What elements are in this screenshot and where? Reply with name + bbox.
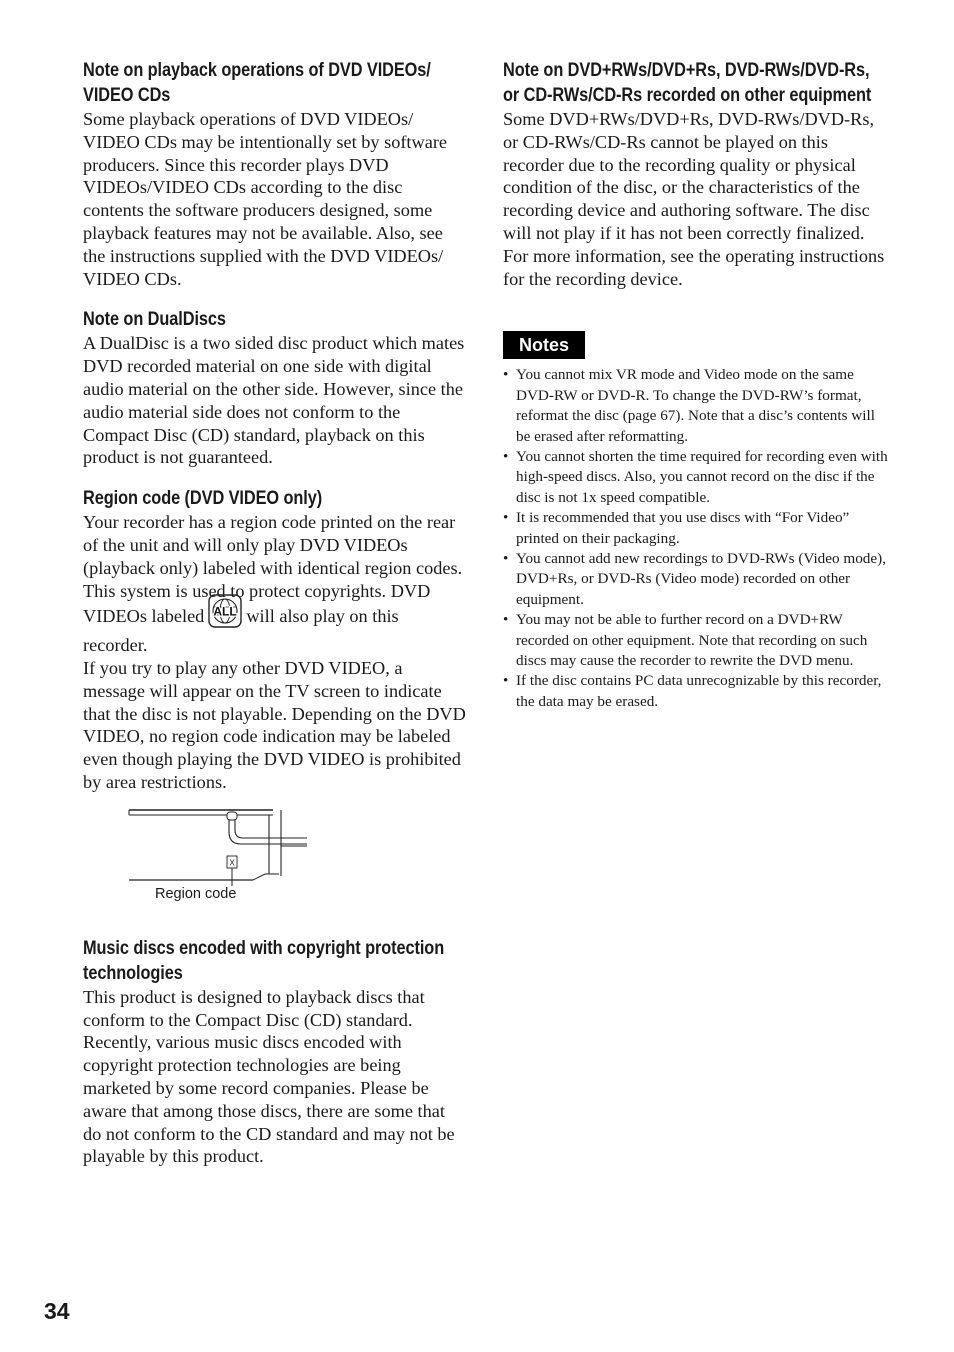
section-body: Some DVD+RWs/DVD+Rs, DVD-RWs/DVD-Rs, or CD-RWs/CD-Rs cannot be played on this recorder due to the recording quality or physical condition of the disc, or the characteristics of the recording device and authoring software. The disc will not play if it has not been correctly finalized. For more information, see the operating instructions for the recording device. <box>503 109 885 289</box>
notes-list <box>503 365 889 712</box>
bullet: • <box>503 550 509 568</box>
recorder-rear-illustration <box>123 808 363 898</box>
section-heading: Note on DVD+RWs/DVD+Rs, DVD-RWs/DVD-Rs, or CD-RWs/CD-Rs recorded on other equipment <box>503 60 872 106</box>
region-text-after-icon: will also play on this recorder. <box>83 606 399 656</box>
section-heading: Music discs encoded with copyright protection technologies <box>83 937 445 984</box>
region-all-globe-icon <box>208 594 242 634</box>
list-item: • If the disc contains PC data unrecognizable by this recorder, the data may be erased. <box>503 672 882 710</box>
figure-caption: Region code <box>155 885 237 902</box>
region-code-mark: X <box>229 858 235 868</box>
section-other-equipment <box>503 58 889 290</box>
section-heading: Note on DualDiscs <box>83 309 226 331</box>
section-body <box>83 511 467 657</box>
section-music-discs <box>83 936 467 1168</box>
list-item: • You may not be able to further record on a DVD+RW recorded on other equipment. Note that recording on such discs may cause the recorder to rewrite the DVD menu. <box>503 611 868 670</box>
page-number: 34 <box>44 1298 70 1324</box>
section-heading: Region code (DVD VIDEO only) <box>83 488 323 510</box>
bullet: • <box>503 509 509 527</box>
region-text-before-icon: Your recorder has a region code printed on the rear of the unit and will only play DVD VIDEOs (playback only) labeled with identical region codes. This system is used to protect copyrights. DVD VIDEOs labeled <box>83 512 463 627</box>
bullet: • <box>503 366 509 384</box>
section-body-continued: If you try to play any other DVD VIDEO, a message will appear on the TV screen to indicate that the disc is not playable. Depending on the DVD VIDEO, no region code indication may be labeled even though playing the DVD VIDEO is prohibited by area restrictions. <box>83 657 466 792</box>
section-heading: Note on playback operations of DVD VIDEOs/ VIDEO CDs <box>83 60 431 106</box>
left-column <box>83 58 467 1185</box>
list-item: • You cannot shorten the time required for recording even with high-speed discs. Also, you cannot record on the disc if the disc is not 1x speed compatible. <box>503 448 888 506</box>
right-column <box>503 58 889 712</box>
section-body: A DualDisc is a two sided disc product which mates DVD recorded material on one side with digital audio material on the other side. However, since the audio material side does not conform to the Compact Disc (CD) standard, playback on this product is not guaranteed. <box>83 333 465 468</box>
bullet: • <box>503 672 509 690</box>
bullet: • <box>503 448 509 465</box>
section-body: Some playback operations of DVD VIDEOs/ VIDEO CDs may be intentionally set by software producers. Since this recorder plays DVD VIDEOs/VIDEO CDs according to the disc contents the software producers designed, some playback features may not be available. Also, see the instructions supplied with the DVD VIDEOs/ VIDEO CDs. <box>83 109 448 289</box>
section-dualdiscs <box>83 307 467 469</box>
list-item: • It is recommended that you use discs with “For Video” printed on their packaging. <box>503 509 850 547</box>
notes-label: Notes <box>503 331 585 359</box>
list-item: • You cannot add new recordings to DVD-RWs (Video mode), DVD+Rs, or DVD-Rs (Video mode) recorded on other equipment. <box>503 550 886 608</box>
list-item: • You cannot mix VR mode and Video mode on the same DVD-RW or DVD-R. To change the DVD-RW’s format, reformat the disc (page 67). Note that a disc’s contents will be erased after reformatting. <box>503 366 875 445</box>
region-code-figure <box>83 798 467 922</box>
section-region-code <box>83 486 467 922</box>
bullet: • <box>503 611 509 629</box>
region-icon-text: ALL <box>213 604 237 619</box>
section-body: This product is designed to playback discs that conform to the Compact Disc (CD) standard. Recently, various music discs encoded with copyright protection technologies are being marketed by some record companies. Please be aware that among those discs, there are some that do not conform to the CD standard and may not be playable by this product. <box>83 986 455 1167</box>
section-playback-operations <box>83 58 467 290</box>
